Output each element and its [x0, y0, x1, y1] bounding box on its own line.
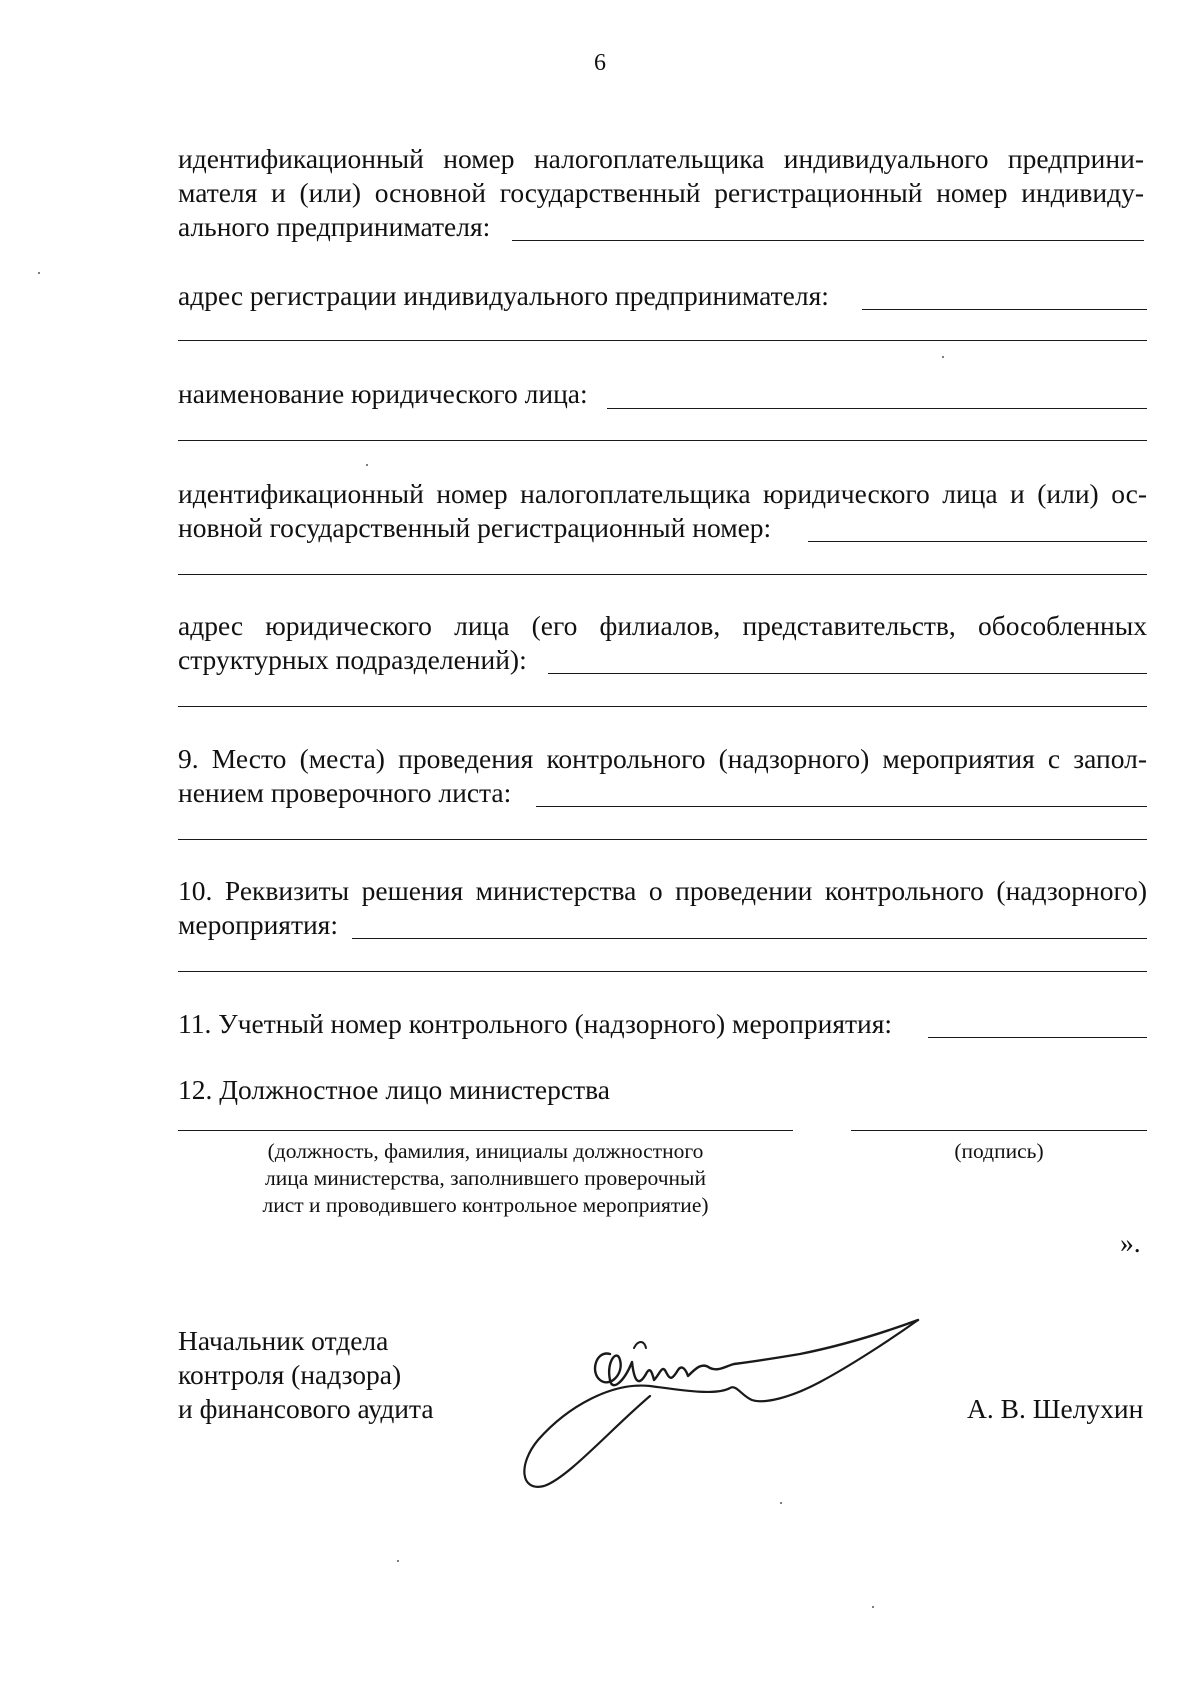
fill-line: [178, 971, 1147, 972]
closing-quote: ».: [1120, 1227, 1141, 1258]
field-legal-inn-line2: новной государственный регистрационный номер:: [178, 512, 772, 543]
item9-line2: нением проверочного листа:: [178, 777, 512, 808]
field-ip-address-label: адрес регистрации индивидуального предпринимателя:: [178, 280, 829, 311]
fill-line: [512, 240, 1144, 241]
item9-line1: 9. Место (места) проведения контрольного (надзорного) мероприятия с запол-: [178, 743, 1147, 774]
fill-line: [178, 706, 1147, 707]
signatory-position-line2: контроля (надзора): [178, 1359, 402, 1390]
item10-line2: мероприятия:: [178, 909, 338, 940]
fill-line: [178, 839, 1147, 840]
scan-speck: [872, 1606, 874, 1608]
fill-line: [862, 309, 1147, 310]
official-caption-line1: (должность, фамилия, инициалы должностного: [267, 1139, 704, 1163]
signatory-name: А. В. Шелухин: [967, 1393, 1144, 1424]
official-fill-line: [178, 1130, 793, 1131]
field-legal-address-line1: адрес юридического лица (его филиалов, представительств, обособленных: [178, 610, 1147, 641]
scan-speck: [942, 356, 944, 358]
signatory-position-line1: Начальник отдела: [178, 1325, 389, 1356]
item11-line1: 11. Учетный номер контрольного (надзорного) мероприятия:: [178, 1008, 893, 1039]
field-ip-inn-line3: ального предпринимателя:: [178, 211, 491, 242]
fill-line: [178, 340, 1147, 341]
field-legal-address-line2: структурных подразделений):: [178, 644, 527, 675]
fill-line: [548, 673, 1147, 674]
scan-speck: [780, 1502, 782, 1504]
item12-line1: 12. Должностное лицо министерства: [178, 1074, 610, 1105]
fill-line: [178, 440, 1147, 441]
field-ip-inn-line1: идентификационный номер налогоплательщика индивидуального предприни-: [178, 143, 1144, 174]
item10-line1: 10. Реквизиты решения министерства о проведении контрольного (надзорного): [178, 875, 1147, 906]
field-legal-inn-line1: идентификационный номер налогоплательщика юридического лица и (или) ос-: [178, 478, 1147, 509]
scan-speck: [366, 464, 368, 466]
fill-line: [178, 574, 1147, 575]
handwritten-signature: [520, 1310, 990, 1510]
signature-fill-line: [851, 1130, 1147, 1131]
official-caption-line3: лист и проводившего контрольное мероприятие): [262, 1193, 709, 1217]
scan-speck: [397, 1560, 399, 1562]
page-number: 6: [594, 50, 606, 76]
fill-line: [928, 1037, 1147, 1038]
fill-line: [352, 938, 1147, 939]
signature-caption: (подпись): [954, 1139, 1044, 1163]
fill-line: [536, 806, 1147, 807]
scan-speck: [38, 272, 40, 274]
signatory-position-line3: и финансового аудита: [178, 1393, 434, 1424]
field-legal-name-label: наименование юридического лица:: [178, 378, 588, 409]
field-ip-inn-line2: мателя и (или) основной государственный регистрационный номер индивиду-: [178, 177, 1144, 208]
official-caption-line2: лица министерства, заполнившего проверочный: [264, 1166, 707, 1190]
fill-line: [808, 541, 1147, 542]
fill-line: [607, 408, 1147, 409]
